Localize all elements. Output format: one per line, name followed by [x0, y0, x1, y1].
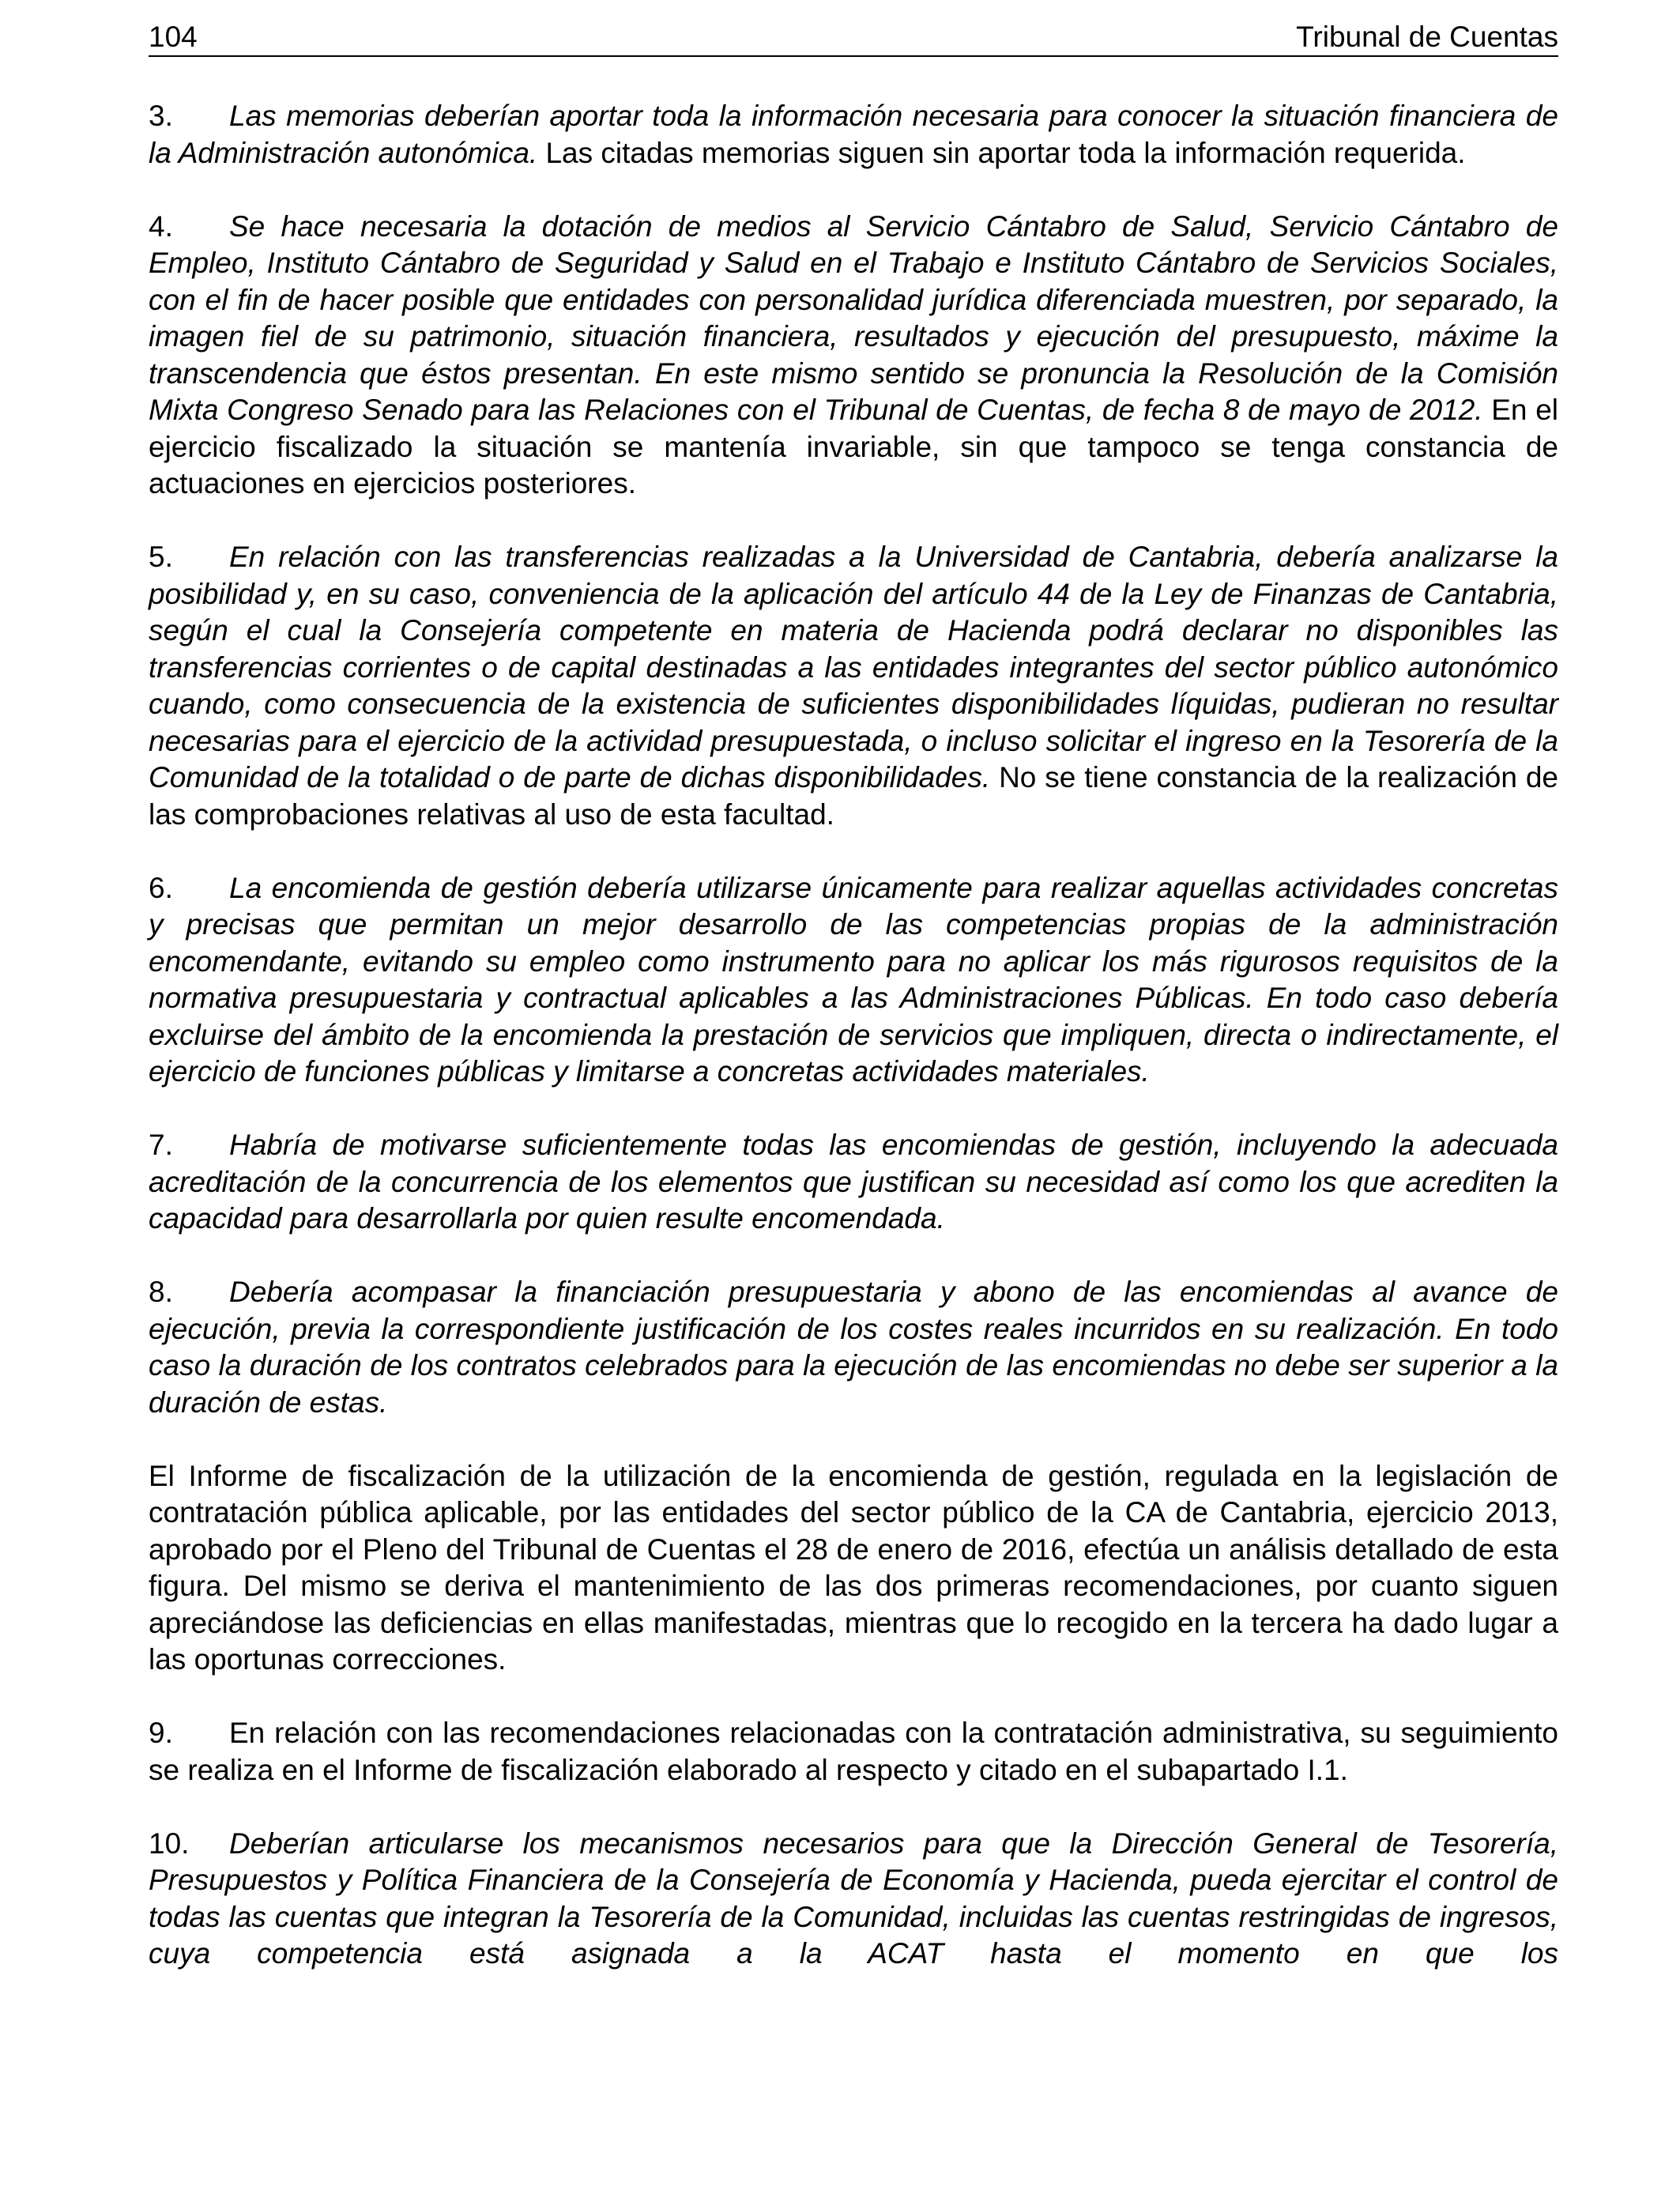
- follow-up-text: No se tiene constancia de la realización de las comprobaciones relativas al uso de esta facultad.: [149, 761, 1559, 831]
- recommendation-text: Se hace necesaria la dotación de medios al Servicio Cántabro de Salud, Servicio Cántabro de Empleo, Instituto Cántabro de Seguridad y Salud en el Trabajo e Instituto Cántabro de Servicios Sociales, con el fin de hacer posible que entidades con personalidad jurídica diferenciada muestren, por separado, la imagen fiel de su patrimonio, situación financiera, resultados y ejecución del presupuesto, máxime la transcendencia que éstos presentan. En este mismo sentido se pronuncia la Resolución de la Comisión Mixta Congreso Senado para las Relaciones con el Tribunal de Cuentas, de fecha 8 de mayo de 2012.: [149, 209, 1558, 426]
- recommendation-6: [149, 870, 1558, 1091]
- item-number: 10.: [149, 1826, 190, 1860]
- page-header: [149, 17, 1558, 57]
- item-number: 7.: [149, 1129, 173, 1161]
- recommendation-text: Las memorias deberían aportar toda la información necesaria para conocer la situación financiera de la Administración autonómica.: [149, 100, 1558, 169]
- follow-up-text: En el ejercicio fiscalizado la situación se mantenía invariable, sin que tampoco se tenga constancia de actuaciones en ejercicios posteriores.: [149, 394, 1558, 499]
- recommendation-text: Debería acompasar la financiación presupuestaria y abono de las encomiendas al avance de ejecución, previa la correspondiente justificación de los costes reales incurridos en su realización. En todo caso la duración de los contratos celebrados para la ejecución de las encomiendas no debe ser superior a la duración de estas.: [149, 1276, 1558, 1419]
- recommendation-5: [149, 539, 1558, 833]
- item-number: 9.: [149, 1717, 173, 1749]
- recommendation-text: La encomienda de gestión debería utilizarse únicamente para realizar aquellas actividades concretas y precisas que permitan un mejor desarrollo de las competencias propias de la administración encomendante, evitando su empleo como instrumento para no aplicar los más rigurosos requisitos de la normativa presupuestaria y contractual aplicables a las Administraciones Públicas. En todo caso debería excluirse del ámbito de la encomienda la prestación de servicios que impliquen, directa o indirectamente, el ejercicio de funciones públicas y limitarse a concretas actividades materiales.: [149, 871, 1558, 1088]
- recommendation-text: Habría de motivarse suficientemente todas las encomiendas de gestión, incluyendo la adecuada acreditación de la concurrencia de los elementos que justifican su necesidad así como los que acrediten la capacidad para desarrollarla por quien resulte encomendada.: [149, 1129, 1558, 1235]
- running-title: Tribunal de Cuentas: [1296, 21, 1558, 53]
- recommendation-10: [149, 1826, 1558, 1973]
- recommendation-7: [149, 1127, 1558, 1238]
- item-number: 6.: [149, 871, 173, 904]
- follow-up-text: Las citadas memorias siguen sin aportar toda la información requerida.: [537, 136, 1466, 169]
- body-text: El Informe de fiscalización de la utilización de la encomienda de gestión, regulada en la legislación de contratación pública aplicable, por las entidades del sector público de la CA de Cantabria, ejercicio 2013, aprobado por el Pleno del Tribunal de Cuentas el 28 de enero de 2016, efectúa un análisis detallado de esta figura. Del mismo se deriva el mantenimiento de las dos primeras recomendaciones, por cuanto siguen apreciándose las deficiencias en ellas manifestadas, mientras que lo recogido en la tercera ha dado lugar a las oportunas correcciones.: [149, 1459, 1558, 1676]
- follow-up-text: En relación con las recomendaciones relacionadas con la contratación administrativa, su seguimiento se realiza en el Informe de fiscalización elaborado al respecto y citado en el subapartado I.1.: [149, 1717, 1558, 1786]
- recommendation-4: [149, 209, 1558, 503]
- recommendation-text: Deberían articularse los mecanismos necesarios para que la Dirección General de Tesorería, Presupuestos y Política Financiera de la Consejería de Economía y Hacienda, pueda ejercitar el control de todas las cuentas que integran la Tesorería de la Comunidad, incluidas las cuentas restringidas de ingresos, cuya competencia está asignada a la ACAT hasta el momento en que los: [149, 1826, 1558, 1970]
- item-number: 5.: [149, 541, 173, 573]
- item-number: 4.: [149, 209, 173, 243]
- page-number: 104: [149, 21, 198, 53]
- recommendation-text: En relación con las transferencias realizadas a la Universidad de Cantabria, debería analizarse la posibilidad y, en su caso, conveniencia de la aplicación del artículo 44 de la Ley de Finanzas de Cantabria, según el cual la Consejería competente en materia de Hacienda podrá declarar no disponibles las transferencias corrientes o de capital destinadas a las entidades integrantes del sector público autonómico cuando, como consecuencia de la existencia de suficientes disponibilidades líquidas, pudieran no resultar necesarias para el ejercicio de la actividad presupuestada, o incluso solicitar el ingreso en la Tesorería de la Comunidad de la totalidad o de parte de dichas disponibilidades.: [149, 541, 1558, 794]
- page-body: [149, 98, 1558, 1973]
- recommendation-3: [149, 98, 1558, 172]
- item-number: 8.: [149, 1276, 173, 1308]
- encomienda-report-paragraph: [149, 1458, 1558, 1679]
- recommendation-9: [149, 1715, 1558, 1789]
- recommendation-8: [149, 1274, 1558, 1421]
- item-number: 3.: [149, 100, 173, 132]
